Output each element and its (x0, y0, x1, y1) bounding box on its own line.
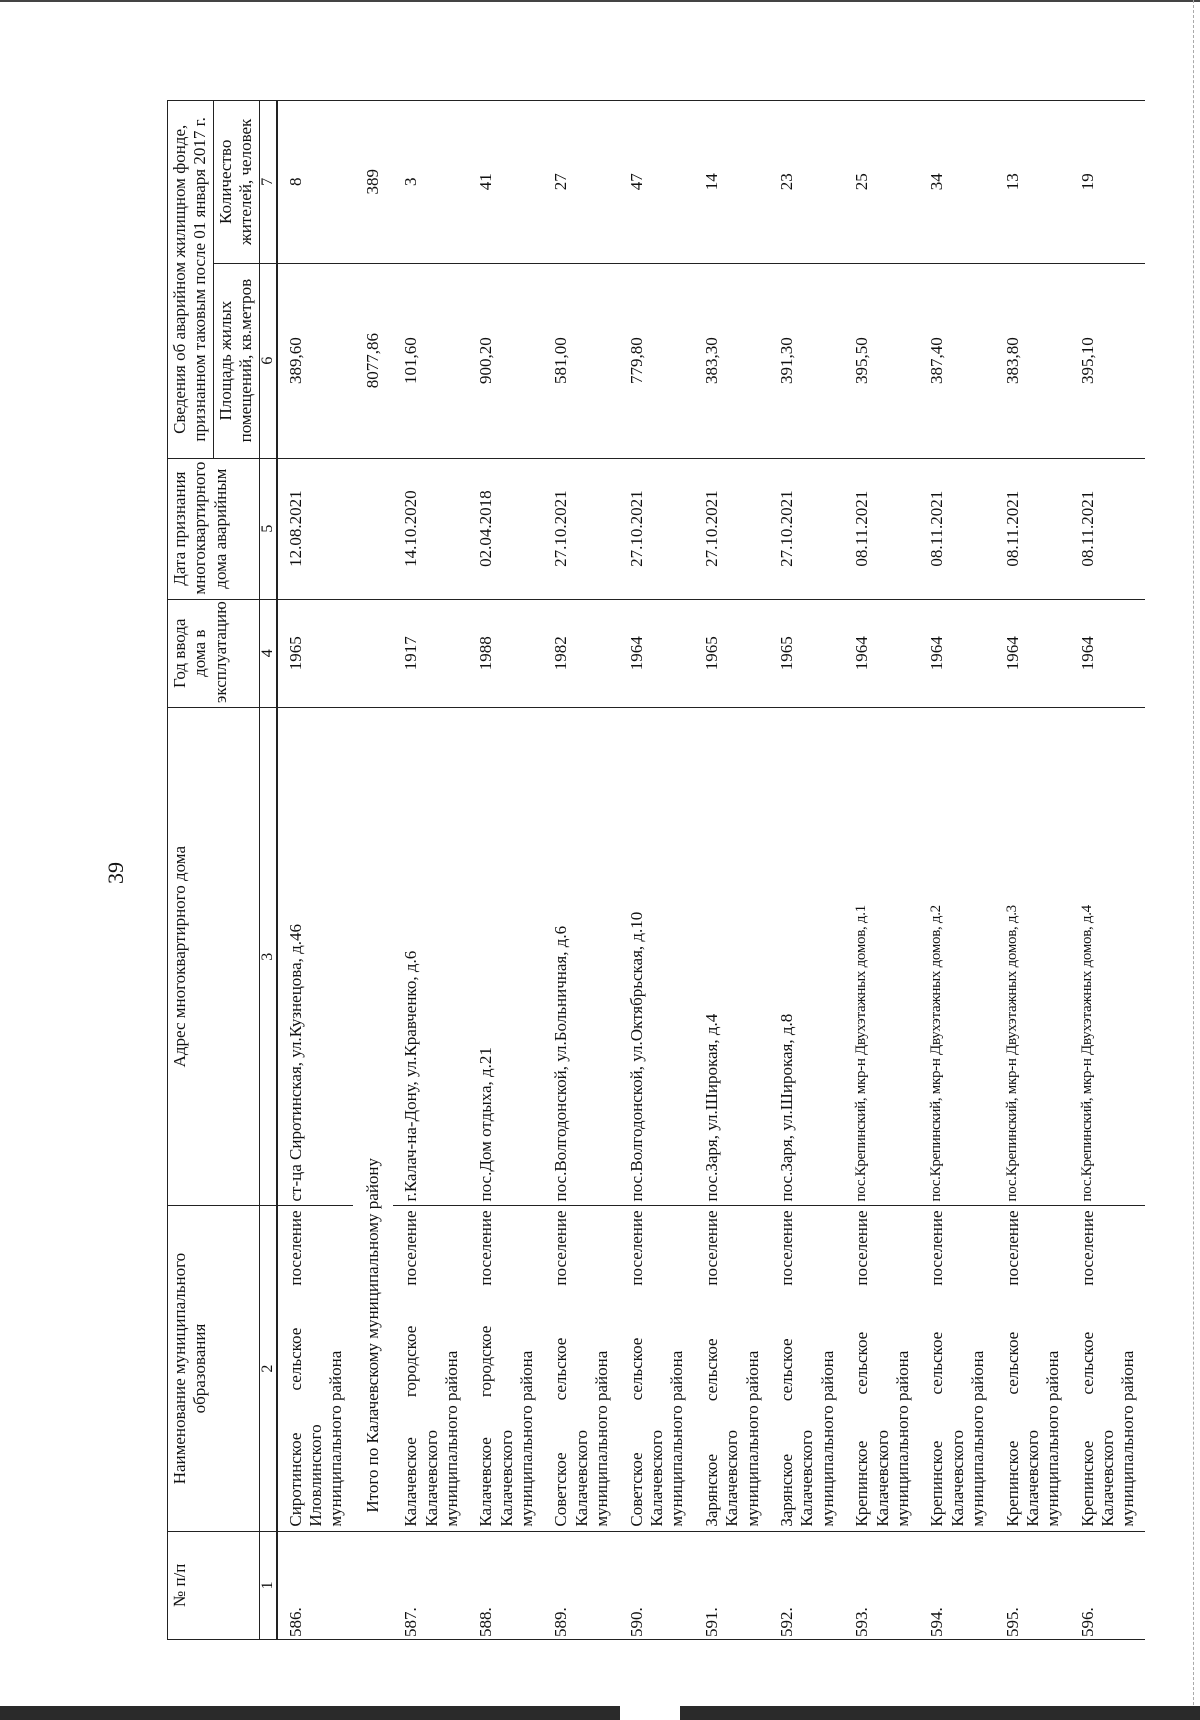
residents-cell: 47 (619, 101, 694, 264)
header-residents: Количество жителей, человек (213, 101, 259, 264)
row-number: 596. (1070, 1531, 1145, 1639)
address-cell: пос.Волгодонской, ул.Больничная, д.6 (543, 707, 618, 1206)
table-row (694, 101, 769, 1640)
year-cell: 1964 (1070, 599, 1145, 707)
table-row (619, 101, 694, 1640)
column-number: 4 (259, 599, 277, 707)
residents-cell: 13 (995, 101, 1070, 264)
year-cell: 1964 (995, 599, 1070, 707)
total-area: 8077,86 (353, 263, 393, 458)
table-row (393, 101, 468, 1640)
scan-edge-bottom (0, 1706, 1200, 1720)
date-cell: 08.11.2021 (844, 458, 919, 599)
municipality-cell (468, 1206, 543, 1531)
row-number: 588. (468, 1531, 543, 1639)
area-cell: 389,60 (277, 263, 353, 458)
year-cell: 1964 (919, 599, 994, 707)
table-row (277, 101, 353, 1640)
municipality-line2: муниципального района (968, 1350, 988, 1527)
residents-cell: 8 (277, 101, 353, 264)
header-emergency-fund: Сведения об аварийном жилищном фонде, признанном таковым после 01 января 2017 г. (168, 101, 214, 459)
date-cell: 27.10.2021 (694, 458, 769, 599)
header-address: Адрес многоквартирного дома (168, 707, 260, 1206)
row-number: 595. (995, 1531, 1070, 1639)
address-cell: пос.Крепинский, мкр-н Двухэтажных домов, д.3 (995, 707, 1070, 1206)
municipality-cell (619, 1206, 694, 1531)
date-cell: 08.11.2021 (1070, 458, 1145, 599)
housing-register-table (167, 100, 1145, 1640)
residents-cell: 23 (769, 101, 844, 264)
column-number: 2 (259, 1206, 277, 1531)
rotated-table-container (167, 100, 1167, 1640)
column-number: 5 (259, 458, 277, 599)
area-cell: 779,80 (619, 263, 694, 458)
municipality-line1: Зарянское сельское поселение Калачевского (701, 1210, 742, 1527)
residents-cell: 27 (543, 101, 618, 264)
total-residents: 389 (353, 101, 393, 264)
row-number: 586. (277, 1531, 353, 1639)
table-row (1070, 101, 1145, 1640)
year-cell: 1964 (619, 599, 694, 707)
municipality-line2: муниципального района (1043, 1350, 1063, 1527)
municipality-cell (919, 1206, 994, 1531)
municipality-cell (277, 1206, 353, 1531)
municipality-line2: муниципального района (517, 1350, 537, 1527)
address-cell: пос.Волгодонской, ул.Октябрьская, д.10 (619, 707, 694, 1206)
table-row (769, 101, 844, 1640)
area-cell: 395,10 (1070, 263, 1145, 458)
row-number: 591. (694, 1531, 769, 1639)
municipality-line1: Крепинское сельское поселение Калачевского (1077, 1210, 1118, 1527)
municipality-cell (769, 1206, 844, 1531)
total-label: Итого по Калачевскому муниципальному району (353, 707, 393, 1531)
date-cell: 27.10.2021 (543, 458, 618, 599)
row-number: 590. (619, 1531, 694, 1639)
header-year: Год ввода дома в эксплуатацию (168, 599, 260, 707)
area-cell: 101,60 (393, 263, 468, 458)
date-cell: 14.10.2020 (393, 458, 468, 599)
year-cell: 1988 (468, 599, 543, 707)
year-cell: 1982 (543, 599, 618, 707)
municipality-cell (995, 1206, 1070, 1531)
municipality-line2: муниципального района (441, 1350, 461, 1527)
table-row (543, 101, 618, 1640)
address-cell: ст-ца Сиротинская, ул.Кузнецова, д.46 (277, 707, 353, 1206)
date-cell: 08.11.2021 (995, 458, 1070, 599)
column-number: 1 (259, 1531, 277, 1639)
residents-cell: 19 (1070, 101, 1145, 264)
total-empty-cell (353, 458, 393, 599)
residents-cell: 14 (694, 101, 769, 264)
table-row (468, 101, 543, 1640)
municipality-cell (543, 1206, 618, 1531)
row-number: 594. (919, 1531, 994, 1639)
column-number: 3 (259, 707, 277, 1206)
municipality-cell (694, 1206, 769, 1531)
scan-edge-top (0, 0, 1200, 2)
municipality-line1: Калачевское городское поселение Калачевского (401, 1210, 441, 1527)
scan-edge-right (1193, 0, 1194, 1720)
municipality-line1: Калачевское городское поселение Калачевского (476, 1210, 516, 1527)
row-number: 593. (844, 1531, 919, 1639)
year-cell: 1965 (694, 599, 769, 707)
date-cell: 27.10.2021 (619, 458, 694, 599)
row-number: 587. (393, 1531, 468, 1639)
municipality-cell (1070, 1206, 1145, 1531)
municipality-line2: муниципального района (667, 1350, 687, 1527)
municipality-line1: Сиротинское сельское поселение Иловлинского (285, 1210, 325, 1527)
municipality-line1: Крепинское сельское поселение Калачевского (852, 1210, 892, 1527)
date-cell: 12.08.2021 (277, 458, 353, 599)
address-cell: пос.Заря, ул.Широкая, д.4 (694, 707, 769, 1206)
address-cell: пос.Заря, ул.Широкая, д.8 (769, 707, 844, 1206)
area-cell: 383,30 (694, 263, 769, 458)
table-row (919, 101, 994, 1640)
residents-cell: 25 (844, 101, 919, 264)
municipality-line2: муниципального района (326, 1350, 346, 1527)
column-number: 7 (259, 101, 277, 264)
municipality-line1: Советское сельское поселение Калачевского (551, 1210, 591, 1527)
municipality-line1: Зарянское сельское поселение Калачевского (776, 1210, 817, 1527)
municipality-line2: муниципального района (892, 1350, 912, 1527)
municipality-cell (393, 1206, 468, 1531)
area-cell: 391,30 (769, 263, 844, 458)
scan-notch (620, 1706, 680, 1720)
header-date: Дата признания многоквартирного дома аварийным (168, 458, 260, 599)
area-cell: 395,50 (844, 263, 919, 458)
area-cell: 387,40 (919, 263, 994, 458)
address-cell: пос.Дом отдыха, д.21 (468, 707, 543, 1206)
municipality-line2: муниципального района (742, 1350, 762, 1527)
municipality-line2: муниципального района (592, 1350, 612, 1527)
address-cell: пос.Крепинский, мкр-н Двухэтажных домов, д.4 (1070, 707, 1145, 1206)
area-cell: 581,00 (543, 263, 618, 458)
residents-cell: 3 (393, 101, 468, 264)
area-cell: 383,80 (995, 263, 1070, 458)
date-cell: 27.10.2021 (769, 458, 844, 599)
address-cell: пос.Крепинский, мкр-н Двухэтажных домов, д.1 (844, 707, 919, 1206)
column-number: 6 (259, 263, 277, 458)
table-row (995, 101, 1070, 1640)
area-cell: 900,20 (468, 263, 543, 458)
municipality-cell (844, 1206, 919, 1531)
header-area: Площадь жилых помещений, кв.метров (213, 263, 259, 458)
year-cell: 1917 (393, 599, 468, 707)
address-cell: г.Калач-на-Дону, ул.Кравченко, д.6 (393, 707, 468, 1206)
municipality-line1: Советское сельское поселение Калачевского (626, 1210, 667, 1527)
date-cell: 02.04.2018 (468, 458, 543, 599)
municipality-line1: Крепинское сельское поселение Калачевского (1002, 1210, 1042, 1527)
residents-cell: 41 (468, 101, 543, 264)
municipality-line1: Крепинское сельское поселение Калачевского (927, 1210, 967, 1527)
municipality-line2: муниципального района (1118, 1350, 1138, 1527)
date-cell: 08.11.2021 (919, 458, 994, 599)
row-number: 589. (543, 1531, 618, 1639)
year-cell: 1965 (769, 599, 844, 707)
year-cell: 1964 (844, 599, 919, 707)
row-number: 592. (769, 1531, 844, 1639)
total-empty-cell (353, 599, 393, 707)
residents-cell: 34 (919, 101, 994, 264)
municipality-line2: муниципального района (817, 1350, 837, 1527)
table-row (844, 101, 919, 1640)
page-number: 39 (103, 862, 128, 884)
header-num: № п/п (168, 1531, 260, 1639)
header-municipality: Наименование муниципального образования (168, 1206, 260, 1531)
year-cell: 1965 (277, 599, 353, 707)
table-header (168, 101, 277, 1640)
address-cell: пос.Крепинский, мкр-н Двухэтажных домов, д.2 (919, 707, 994, 1206)
total-num-cell (353, 1531, 393, 1639)
total-row (353, 101, 393, 1640)
